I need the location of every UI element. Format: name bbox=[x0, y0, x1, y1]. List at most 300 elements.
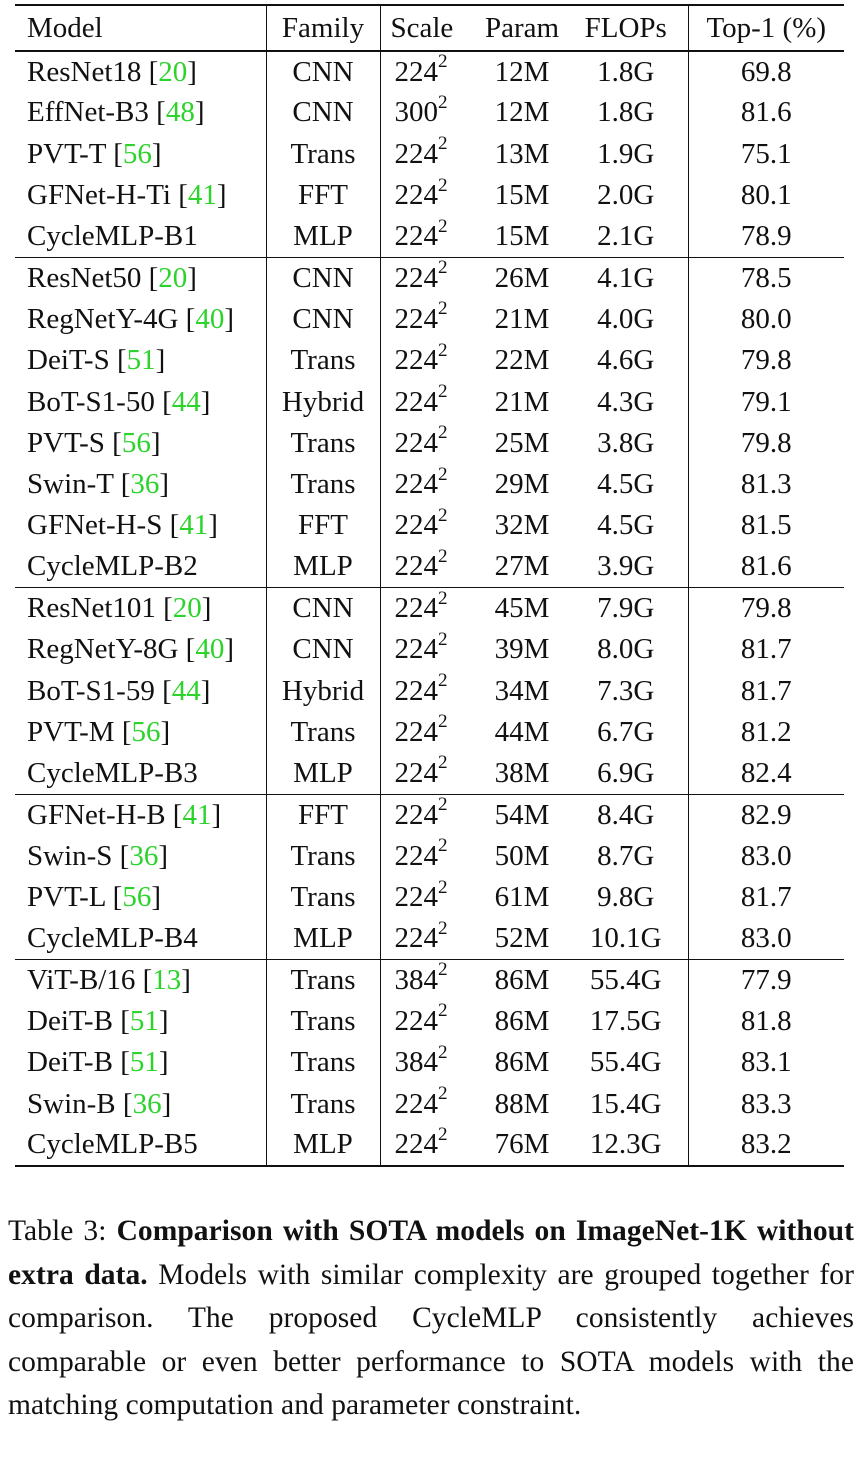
family-cell: Hybrid bbox=[266, 670, 380, 711]
family-cell: CNN bbox=[266, 629, 380, 670]
scale-base: 224 bbox=[394, 839, 438, 872]
table-row bbox=[15, 794, 844, 835]
scale-exponent: 2 bbox=[438, 1123, 448, 1145]
caption-text: Models with similar complexity are grouped together for comparison. The proposed CycleMLP consistently achieves comparable or even better performance to SOTA models with the matching computation and parameter constraint. bbox=[8, 1258, 854, 1421]
table-group bbox=[15, 588, 844, 794]
model-name: EffNet-B3 bbox=[27, 96, 149, 129]
table-row bbox=[15, 1001, 844, 1042]
scale-cell bbox=[380, 134, 480, 175]
param-cell: 44M bbox=[494, 715, 550, 748]
flops-cell: 8.0G bbox=[564, 629, 688, 670]
scale-cell bbox=[380, 299, 480, 340]
header-param: Param bbox=[484, 11, 560, 44]
table-group bbox=[15, 257, 844, 587]
table-row bbox=[15, 299, 844, 340]
model-cell: Swin-B [36] bbox=[27, 1087, 172, 1120]
header-family: Family bbox=[266, 5, 380, 51]
scale-cell bbox=[380, 588, 480, 629]
top1-cell: 81.7 bbox=[740, 633, 792, 666]
flops-cell: 4.5G bbox=[564, 464, 688, 505]
scale-cell bbox=[380, 92, 480, 133]
scale-exponent: 2 bbox=[438, 381, 448, 402]
top1-cell: 82.9 bbox=[740, 798, 792, 831]
family-cell: MLP bbox=[266, 1125, 380, 1166]
scale-exponent: 2 bbox=[438, 298, 448, 320]
citation-link[interactable]: 44 bbox=[171, 385, 201, 418]
scale-cell bbox=[380, 629, 480, 670]
top1-cell: 81.6 bbox=[740, 550, 792, 583]
header-model: Model bbox=[27, 11, 103, 44]
family-cell: MLP bbox=[266, 216, 380, 257]
citation-link[interactable]: 48 bbox=[165, 96, 195, 129]
scale-cell bbox=[380, 381, 480, 422]
table-row bbox=[15, 547, 844, 588]
family-cell: CNN bbox=[266, 92, 380, 133]
scale-cell bbox=[380, 794, 480, 835]
table-row bbox=[15, 588, 844, 629]
scale-base: 224 bbox=[394, 1004, 438, 1037]
results-table-container bbox=[15, 4, 844, 1167]
flops-cell: 1.8G bbox=[564, 92, 688, 133]
flops-cell: 4.3G bbox=[564, 381, 688, 422]
family-cell: Trans bbox=[266, 464, 380, 505]
flops-cell: 7.9G bbox=[564, 588, 688, 629]
family-cell: FFT bbox=[266, 794, 380, 835]
param-cell: 22M bbox=[494, 344, 550, 377]
top1-cell: 77.9 bbox=[740, 963, 792, 996]
citation-link[interactable]: 51 bbox=[129, 1046, 159, 1079]
model-name: ViT-B/16 bbox=[27, 963, 136, 996]
top1-cell: 83.2 bbox=[740, 1128, 792, 1161]
top1-cell: 81.2 bbox=[740, 715, 792, 748]
param-cell: 25M bbox=[494, 426, 550, 459]
model-cell: DeiT-B [51] bbox=[27, 1046, 169, 1079]
flops-cell: 4.6G bbox=[564, 340, 688, 381]
model-cell: ResNet50 [20] bbox=[27, 261, 197, 294]
family-cell: Hybrid bbox=[266, 381, 380, 422]
scale-base: 224 bbox=[394, 674, 438, 707]
model-cell: Swin-S [36] bbox=[27, 839, 169, 872]
family-cell: Trans bbox=[266, 340, 380, 381]
param-cell: 21M bbox=[494, 302, 550, 335]
scale-base: 224 bbox=[394, 756, 438, 789]
citation-link[interactable]: 51 bbox=[126, 344, 156, 377]
flops-cell: 55.4G bbox=[564, 1042, 688, 1083]
param-cell: 15M bbox=[494, 179, 550, 212]
scale-exponent: 2 bbox=[438, 1000, 448, 1022]
scale-base: 224 bbox=[394, 881, 438, 914]
scale-cell bbox=[380, 1083, 480, 1124]
model-name: CycleMLP-B4 bbox=[27, 922, 198, 955]
model-cell: RegNetY-4G [40] bbox=[27, 302, 235, 335]
scale-cell bbox=[380, 712, 480, 753]
top1-cell: 75.1 bbox=[740, 137, 792, 170]
top1-cell: 79.1 bbox=[740, 385, 792, 418]
scale-exponent: 2 bbox=[438, 215, 448, 237]
scale-exponent: 2 bbox=[438, 257, 448, 279]
scale-base: 224 bbox=[394, 385, 438, 418]
flops-cell: 2.1G bbox=[564, 216, 688, 257]
top1-cell: 83.1 bbox=[740, 1046, 792, 1079]
family-cell: CNN bbox=[266, 257, 380, 298]
param-cell: 26M bbox=[494, 261, 550, 294]
param-cell: 39M bbox=[494, 633, 550, 666]
param-cell: 50M bbox=[494, 839, 550, 872]
flops-cell: 12.3G bbox=[564, 1125, 688, 1166]
citation-link[interactable]: 56 bbox=[121, 426, 151, 459]
scale-exponent: 2 bbox=[438, 133, 448, 155]
flops-cell: 4.1G bbox=[564, 257, 688, 298]
top1-cell: 83.3 bbox=[740, 1087, 792, 1120]
family-cell: Trans bbox=[266, 712, 380, 753]
table-row bbox=[15, 175, 844, 216]
model-cell bbox=[15, 1125, 266, 1166]
param-cell: 38M bbox=[494, 756, 550, 789]
scale-cell bbox=[380, 1001, 480, 1042]
table-row bbox=[15, 629, 844, 670]
top1-cell: 69.8 bbox=[740, 55, 792, 88]
table-row bbox=[15, 51, 844, 92]
model-cell: GFNet-H-Ti [41] bbox=[27, 179, 227, 212]
model-name: CycleMLP-B1 bbox=[27, 220, 198, 253]
citation-link[interactable]: 44 bbox=[171, 674, 201, 707]
top1-cell: 79.8 bbox=[740, 344, 792, 377]
model-name: PVT-S bbox=[27, 426, 105, 459]
scale-base: 224 bbox=[394, 137, 438, 170]
top1-cell: 81.8 bbox=[740, 1004, 792, 1037]
model-cell bbox=[15, 918, 266, 959]
model-name: DeiT-S bbox=[27, 344, 110, 377]
top1-cell: 79.8 bbox=[740, 426, 792, 459]
scale-cell bbox=[380, 505, 480, 546]
scale-base: 384 bbox=[394, 1046, 438, 1079]
table-caption bbox=[8, 1210, 854, 1428]
scale-exponent: 2 bbox=[438, 463, 448, 485]
scale-exponent: 2 bbox=[438, 752, 448, 774]
family-cell: Trans bbox=[266, 877, 380, 918]
scale-cell bbox=[380, 51, 480, 92]
scale-base: 300 bbox=[394, 96, 438, 129]
model-name: RegNetY-4G bbox=[27, 302, 179, 335]
model-cell: GFNet-H-S [41] bbox=[27, 509, 218, 542]
param-cell: 86M bbox=[494, 963, 550, 996]
scale-exponent: 2 bbox=[438, 1083, 448, 1105]
family-cell: Trans bbox=[266, 1083, 380, 1124]
scale-base: 224 bbox=[394, 55, 438, 88]
citation-link[interactable]: 40 bbox=[195, 302, 225, 335]
scale-cell bbox=[380, 216, 480, 257]
family-cell: CNN bbox=[266, 51, 380, 92]
scale-base: 224 bbox=[394, 592, 438, 625]
model-cell: ResNet101 [20] bbox=[27, 592, 212, 625]
flops-cell: 6.7G bbox=[564, 712, 688, 753]
param-cell: 88M bbox=[494, 1087, 550, 1120]
citation-link[interactable]: 20 bbox=[158, 55, 188, 88]
model-name: CycleMLP-B5 bbox=[27, 1128, 198, 1161]
flops-cell: 17.5G bbox=[564, 1001, 688, 1042]
model-cell: EffNet-B3 [48] bbox=[27, 96, 205, 129]
scale-cell bbox=[380, 423, 480, 464]
scale-cell bbox=[380, 175, 480, 216]
family-cell: CNN bbox=[266, 588, 380, 629]
family-cell: FFT bbox=[266, 505, 380, 546]
flops-cell: 4.0G bbox=[564, 299, 688, 340]
top1-cell: 83.0 bbox=[740, 839, 792, 872]
scale-exponent: 2 bbox=[438, 794, 448, 816]
param-cell: 86M bbox=[494, 1004, 550, 1037]
top1-cell: 81.3 bbox=[740, 468, 792, 501]
model-name: Swin-T bbox=[27, 468, 114, 501]
family-cell: Trans bbox=[266, 1001, 380, 1042]
model-name: BoT-S1-59 bbox=[27, 674, 155, 707]
family-cell: Trans bbox=[266, 423, 380, 464]
model-cell: PVT-M [56] bbox=[27, 715, 171, 748]
scale-base: 224 bbox=[394, 468, 438, 501]
flops-cell: 10.1G bbox=[564, 918, 688, 959]
model-cell: GFNet-H-B [41] bbox=[27, 798, 222, 831]
param-cell: 61M bbox=[494, 881, 550, 914]
model-cell: RegNetY-8G [40] bbox=[27, 633, 235, 666]
model-name: GFNet-H-S bbox=[27, 509, 163, 542]
scale-exponent: 2 bbox=[438, 504, 448, 526]
top1-cell: 79.8 bbox=[740, 592, 792, 625]
param-cell: 12M bbox=[494, 96, 550, 129]
flops-cell: 4.5G bbox=[564, 505, 688, 546]
model-name: PVT-M bbox=[27, 715, 115, 748]
family-cell: Trans bbox=[266, 836, 380, 877]
scale-exponent: 2 bbox=[438, 628, 448, 650]
param-cell: 45M bbox=[494, 592, 550, 625]
param-cell: 54M bbox=[494, 798, 550, 831]
table-row bbox=[15, 1125, 844, 1166]
scale-exponent: 2 bbox=[438, 711, 448, 733]
table-row bbox=[15, 340, 844, 381]
model-cell bbox=[15, 753, 266, 794]
table-group bbox=[15, 960, 844, 1166]
flops-cell: 3.8G bbox=[564, 423, 688, 464]
scale-base: 224 bbox=[394, 1087, 438, 1120]
model-name: DeiT-B bbox=[27, 1046, 113, 1079]
scale-exponent: 2 bbox=[438, 422, 448, 444]
table-header-row bbox=[15, 5, 844, 51]
table-row bbox=[15, 464, 844, 505]
scale-exponent: 2 bbox=[438, 1041, 448, 1063]
scale-cell bbox=[380, 1125, 480, 1166]
param-cell: 13M bbox=[494, 137, 550, 170]
scale-base: 224 bbox=[394, 550, 438, 583]
param-cell: 32M bbox=[494, 509, 550, 542]
scale-exponent: 2 bbox=[438, 51, 448, 73]
scale-exponent: 2 bbox=[438, 835, 448, 857]
flops-cell: 8.7G bbox=[564, 836, 688, 877]
citation-link[interactable]: 41 bbox=[179, 509, 209, 542]
table-row bbox=[15, 505, 844, 546]
flops-cell: 9.8G bbox=[564, 877, 688, 918]
flops-cell: 7.3G bbox=[564, 670, 688, 711]
model-cell bbox=[15, 216, 266, 257]
caption-label: Table 3: bbox=[8, 1215, 117, 1247]
scale-base: 224 bbox=[394, 220, 438, 253]
param-cell: 86M bbox=[494, 1046, 550, 1079]
flops-cell: 2.0G bbox=[564, 175, 688, 216]
model-name: PVT-L bbox=[27, 881, 106, 914]
scale-base: 224 bbox=[394, 715, 438, 748]
header-flops: FLOPs bbox=[564, 5, 688, 51]
citation-link[interactable]: 40 bbox=[195, 633, 225, 666]
results-table bbox=[15, 4, 844, 1167]
table-row bbox=[15, 712, 844, 753]
flops-cell: 6.9G bbox=[564, 753, 688, 794]
model-name: ResNet101 bbox=[27, 592, 156, 625]
model-name: GFNet-H-Ti bbox=[27, 179, 171, 212]
model-name: DeiT-B bbox=[27, 1004, 113, 1037]
top1-cell: 81.6 bbox=[740, 96, 792, 129]
scale-exponent: 2 bbox=[438, 876, 448, 898]
scale-base: 224 bbox=[394, 798, 438, 831]
top1-cell: 82.4 bbox=[740, 756, 792, 789]
scale-exponent: 2 bbox=[438, 545, 448, 567]
top1-cell: 80.0 bbox=[740, 302, 792, 335]
scale-cell bbox=[380, 960, 480, 1001]
citation-link[interactable]: 51 bbox=[129, 1004, 159, 1037]
table-row bbox=[15, 423, 844, 464]
table-row bbox=[15, 877, 844, 918]
table-row bbox=[15, 381, 844, 422]
scale-exponent: 2 bbox=[438, 670, 448, 692]
flops-cell: 1.9G bbox=[564, 134, 688, 175]
scale-base: 224 bbox=[394, 633, 438, 666]
citation-link[interactable]: 56 bbox=[122, 137, 152, 170]
scale-cell bbox=[380, 1042, 480, 1083]
model-cell: PVT-S [56] bbox=[27, 426, 161, 459]
model-name: BoT-S1-50 bbox=[27, 385, 155, 418]
model-cell: BoT-S1-59 [44] bbox=[27, 674, 211, 707]
scale-cell bbox=[380, 257, 480, 298]
scale-exponent: 2 bbox=[438, 91, 448, 113]
table-row bbox=[15, 918, 844, 959]
family-cell: CNN bbox=[266, 299, 380, 340]
table-row bbox=[15, 1042, 844, 1083]
table-row bbox=[15, 1083, 844, 1124]
scale-cell bbox=[380, 464, 480, 505]
model-name: Swin-S bbox=[27, 839, 113, 872]
scale-base: 224 bbox=[394, 426, 438, 459]
model-cell: DeiT-B [51] bbox=[27, 1004, 169, 1037]
param-cell: 52M bbox=[494, 922, 550, 955]
table-row bbox=[15, 753, 844, 794]
header-top1: Top-1 (%) bbox=[706, 11, 827, 44]
model-name: Swin-B bbox=[27, 1087, 116, 1120]
citation-link[interactable]: 41 bbox=[187, 179, 217, 212]
model-name: RegNetY-8G bbox=[27, 633, 179, 666]
scale-base: 224 bbox=[394, 509, 438, 542]
param-cell: 29M bbox=[494, 468, 550, 501]
family-cell: MLP bbox=[266, 918, 380, 959]
scale-cell bbox=[380, 547, 480, 588]
scale-base: 224 bbox=[394, 261, 438, 294]
scale-exponent: 2 bbox=[438, 959, 448, 981]
model-cell: PVT-L [56] bbox=[27, 881, 162, 914]
param-cell: 21M bbox=[494, 385, 550, 418]
table-row bbox=[15, 257, 844, 298]
scale-exponent: 2 bbox=[438, 917, 448, 939]
model-name: CycleMLP-B2 bbox=[27, 550, 198, 583]
table-group bbox=[15, 51, 844, 257]
scale-base: 384 bbox=[394, 963, 438, 996]
scale-exponent: 2 bbox=[438, 174, 448, 196]
param-cell: 12M bbox=[494, 55, 550, 88]
model-name: ResNet50 bbox=[27, 261, 142, 294]
top1-cell: 83.0 bbox=[740, 922, 792, 955]
family-cell: Trans bbox=[266, 1042, 380, 1083]
scale-cell bbox=[380, 918, 480, 959]
top1-cell: 81.7 bbox=[740, 674, 792, 707]
top1-cell: 78.5 bbox=[740, 261, 792, 294]
scale-base: 224 bbox=[394, 179, 438, 212]
table-row bbox=[15, 836, 844, 877]
model-cell: Swin-T [36] bbox=[27, 468, 170, 501]
model-name: GFNet-H-B bbox=[27, 798, 166, 831]
model-cell: PVT-T [56] bbox=[27, 137, 162, 170]
scale-cell bbox=[380, 340, 480, 381]
top1-cell: 81.7 bbox=[740, 881, 792, 914]
citation-link[interactable]: 36 bbox=[129, 839, 159, 872]
citation-link[interactable]: 56 bbox=[131, 715, 161, 748]
family-cell: Trans bbox=[266, 960, 380, 1001]
flops-cell: 55.4G bbox=[564, 960, 688, 1001]
model-cell: DeiT-S [51] bbox=[27, 344, 166, 377]
table-row bbox=[15, 670, 844, 711]
flops-cell: 15.4G bbox=[564, 1083, 688, 1124]
table-group bbox=[15, 794, 844, 959]
citation-link[interactable]: 56 bbox=[122, 881, 152, 914]
table-row bbox=[15, 134, 844, 175]
citation-link[interactable]: 20 bbox=[172, 592, 202, 625]
flops-cell: 3.9G bbox=[564, 547, 688, 588]
citation-link[interactable]: 36 bbox=[130, 468, 160, 501]
flops-cell: 1.8G bbox=[564, 51, 688, 92]
param-cell: 27M bbox=[494, 550, 550, 583]
scale-exponent: 2 bbox=[438, 587, 448, 609]
model-cell: ViT-B/16 [13] bbox=[27, 963, 191, 996]
citation-link[interactable]: 41 bbox=[182, 798, 212, 831]
caption-title: Comparison with SOTA models on ImageNet-1K without extra data. bbox=[8, 1215, 854, 1291]
citation-link[interactable]: 13 bbox=[152, 963, 182, 996]
model-name: ResNet18 bbox=[27, 55, 142, 88]
scale-base: 224 bbox=[394, 922, 438, 955]
scale-cell bbox=[380, 877, 480, 918]
citation-link[interactable]: 36 bbox=[132, 1087, 162, 1120]
family-cell: MLP bbox=[266, 547, 380, 588]
table-row bbox=[15, 960, 844, 1001]
family-cell: MLP bbox=[266, 753, 380, 794]
top1-cell: 78.9 bbox=[740, 220, 792, 253]
citation-link[interactable]: 20 bbox=[158, 261, 188, 294]
model-name: PVT-T bbox=[27, 137, 106, 170]
family-cell: FFT bbox=[266, 175, 380, 216]
scale-cell bbox=[380, 836, 480, 877]
family-cell: Trans bbox=[266, 134, 380, 175]
model-cell: ResNet18 [20] bbox=[27, 55, 197, 88]
top1-cell: 80.1 bbox=[740, 179, 792, 212]
scale-base: 224 bbox=[394, 344, 438, 377]
scale-base: 224 bbox=[394, 302, 438, 335]
table-row bbox=[15, 216, 844, 257]
scale-exponent: 2 bbox=[438, 339, 448, 361]
scale-cell bbox=[380, 753, 480, 794]
param-cell: 76M bbox=[494, 1128, 550, 1161]
table-row bbox=[15, 92, 844, 133]
